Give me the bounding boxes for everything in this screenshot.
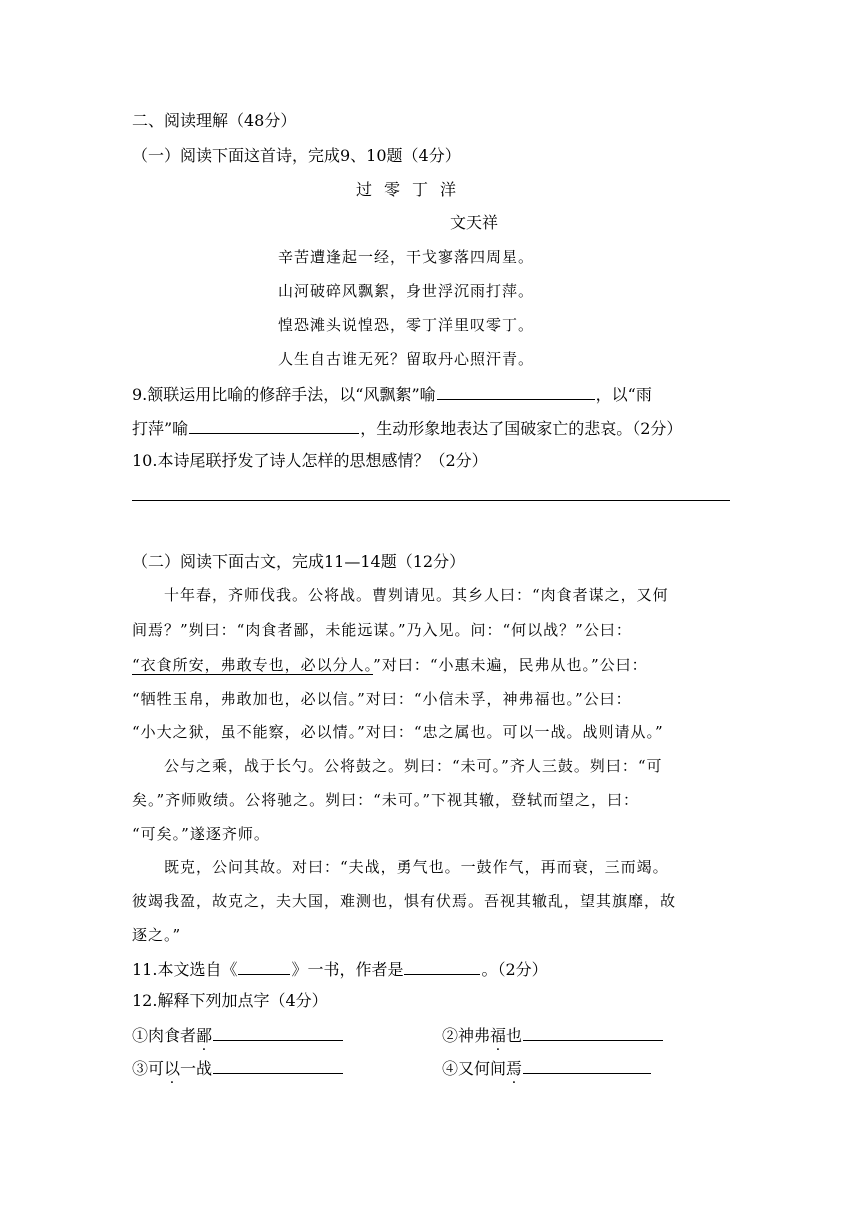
- passage-line: 十年春，齐师伐我。公将战。曹刿请见。其乡人曰：“肉食者谋之，又何: [164, 586, 669, 604]
- item-text: ④又何间: [442, 1059, 507, 1078]
- q12-answer-blank-2[interactable]: [523, 1024, 663, 1041]
- q9-text-c: 打萍”喻: [132, 419, 189, 438]
- passage-line: 公与之乘，战于长勺。公将鼓之。刿曰：“未可。”齐人三鼓。刿曰：“可: [164, 757, 663, 775]
- passage-line: 逐之。”: [132, 926, 182, 944]
- passage-line: 彼竭我盈，故克之，夫大国，难测也，惧有伏焉。吾视其辙乱，望其旗靡，故: [132, 892, 677, 910]
- q12-answer-blank-4[interactable]: [523, 1057, 651, 1074]
- q11-text-b: 》一书，作者是: [291, 960, 404, 979]
- q9-answer-blank-1[interactable]: [437, 383, 595, 400]
- item-text: 一战: [180, 1059, 213, 1078]
- part2-heading: （二）阅读下面古文，完成11—14题（12分）: [132, 552, 466, 571]
- dotted-char: 福: [490, 1026, 507, 1045]
- poem-line-4: 人生自古谁无死？留取丹心照汗青。: [278, 350, 535, 368]
- q12-answer-blank-1[interactable]: [213, 1024, 343, 1041]
- question-10: 10.本诗尾联抒发了诗人怎样的思想感情？（2分）: [132, 451, 488, 470]
- question-11: [132, 958, 548, 980]
- dotted-char: 焉: [506, 1059, 523, 1078]
- passage-line: 既克，公问其故。对曰：“夫战，勇气也。一鼓作气，再而衰，三而竭。: [164, 858, 669, 876]
- poem-author: 文天祥: [450, 213, 499, 232]
- q12-item-1: [132, 1024, 344, 1046]
- q12-item-2: [442, 1024, 664, 1046]
- q9-text-a: 9.颔联运用比喻的修辞手法，以“风飘絮”喻: [132, 385, 436, 404]
- item-text: 也: [506, 1026, 523, 1045]
- q12-answer-blank-3[interactable]: [213, 1057, 343, 1074]
- dotted-char: 以: [164, 1059, 181, 1078]
- item-text: ③可: [132, 1059, 165, 1078]
- q11-text-c: 。（2分）: [481, 960, 548, 979]
- q11-book-blank[interactable]: [238, 958, 290, 975]
- q10-answer-line[interactable]: [132, 500, 730, 501]
- q9-text-b: ，以“雨: [595, 385, 652, 404]
- poem-line-2: 山河破碎风飘絮，身世浮沉雨打萍。: [278, 282, 535, 300]
- q12-item-4: [442, 1057, 652, 1079]
- dotted-char: 鄙: [196, 1026, 213, 1045]
- q12-item-3: [132, 1057, 344, 1079]
- passage-line: “小大之狱，虽不能察，必以情。”对曰：“忠之属也。可以一战。战则请从。”: [132, 723, 664, 741]
- underlined-sentence: “衣食所安，弗敢专也，必以分人。: [132, 656, 374, 674]
- passage-line: [132, 655, 648, 675]
- item-text: ②神弗: [442, 1026, 491, 1045]
- passage-line: “可矣。”遂逐齐师。: [132, 825, 270, 843]
- poem-line-3: 惶恐滩头说惶恐，零丁洋里叹零丁。: [278, 316, 535, 334]
- passage-line: 间焉？”刿曰：“肉食者鄙，未能远谋。”乃入见。问：“何以战？”公曰：: [132, 621, 632, 639]
- q9-answer-blank-2[interactable]: [189, 417, 359, 434]
- passage-line: “牺牲玉帛，弗敢加也，必以信。”对曰：“小信未孚，神弗福也。”公曰：: [132, 690, 632, 708]
- section-title: 二、阅读理解（48分）: [132, 111, 297, 130]
- passage-text: ”对曰：“小惠未遍，民弗从也。”公曰：: [373, 656, 648, 674]
- part1-heading: （一）阅读下面这首诗，完成9、10题（4分）: [132, 146, 461, 165]
- item-text: ①肉食者: [132, 1026, 197, 1045]
- q11-author-blank[interactable]: [404, 958, 480, 975]
- q9-text-d: ，生动形象地表达了国破家亡的悲哀。（2分）: [360, 419, 683, 438]
- passage-line: 矣。”齐师败绩。公将驰之。刿曰：“未可。”下视其辙，登轼而望之，曰：: [132, 791, 640, 809]
- q11-text-a: 11.本文选自《: [132, 960, 238, 979]
- poem-line-1: 辛苦遭逢起一经，干戈寥落四周星。: [278, 248, 535, 266]
- question-12: 12.解释下列加点字（4分）: [132, 991, 328, 1010]
- question-9-line-1: [132, 383, 652, 405]
- question-9-line-2: [132, 417, 682, 439]
- poem-title: 过零丁洋: [356, 180, 469, 199]
